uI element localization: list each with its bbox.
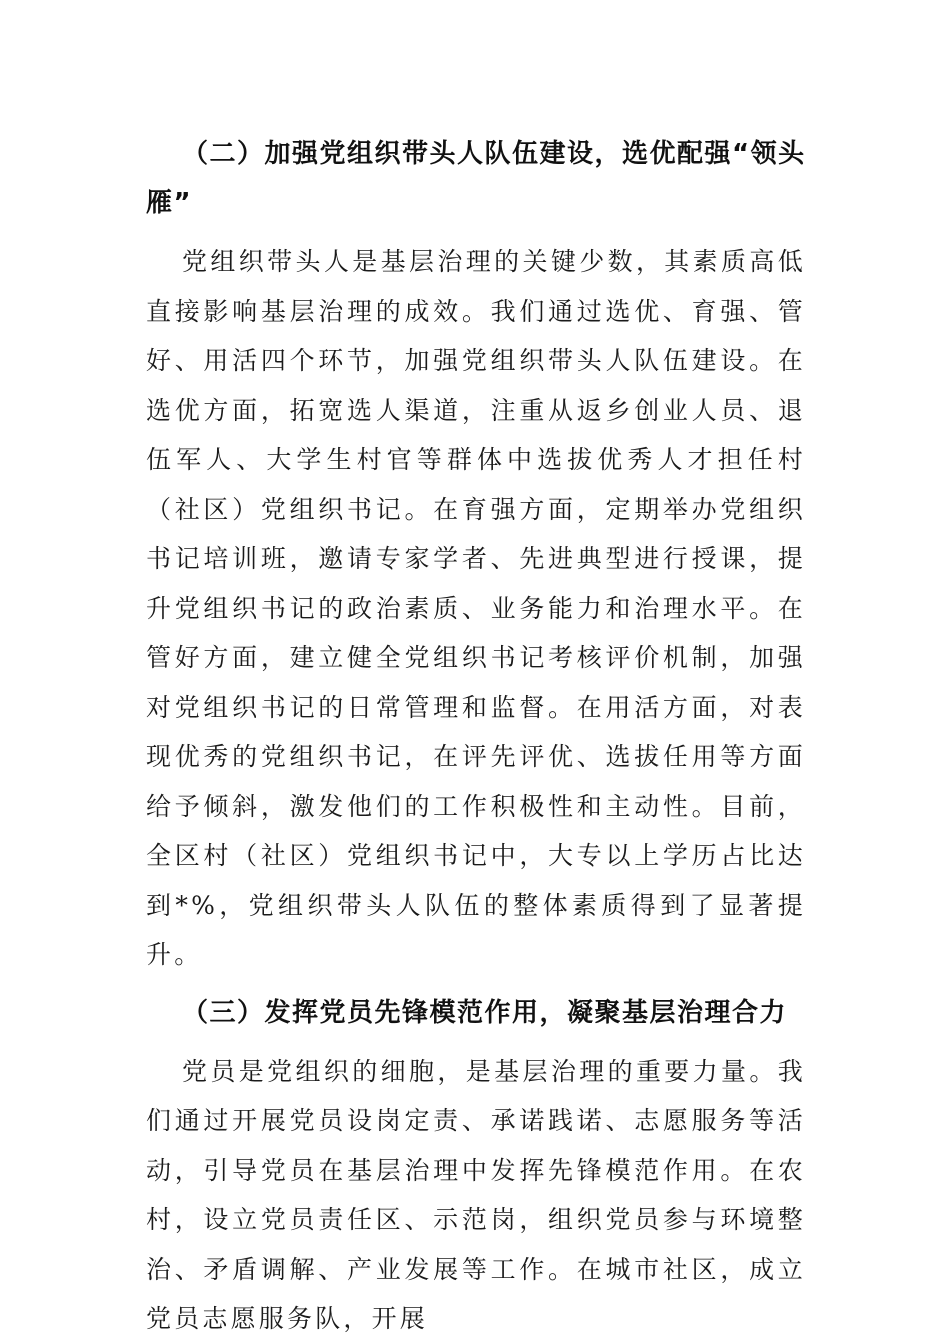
section-paragraph-3: 党员是党组织的细胞，是基层治理的重要力量。我们通过开展党员设岗定责、承诺践诺、志愿服务等活动，引导党员在基层治理中发挥先锋模范作用。在农村，设立党员责任区、示范岗，组织党员参与环境整治、矛盾调解、产业发展等工作。在城市社区，成立党员志愿服务队，开展: [146, 1056, 806, 1333]
section-heading-3: （三）发挥党员先锋模范作用，凝聚基层治理合力: [182, 997, 788, 1028]
section-heading-2: （二）加强党组织带头人队伍建设，选优配强“领头雁”: [146, 139, 806, 218]
document-body: [146, 130, 806, 1344]
section-paragraph-2: 党组织带头人是基层治理的关键少数，其素质高低直接影响基层治理的成效。我们通过选优、育强、管好、用活四个环节，加强党组织带头人队伍建设。在选优方面，拓宽选人渠道，注重从返乡创业人员、退伍军人、大学生村官等群体中选拔优秀人才担任村（社区）党组织书记。在育强方面，定期举办党组织书记培训班，邀请专家学者、先进典型进行授课，提升党组织书记的政治素质、业务能力和治理水平。在管好方面，建立健全党组织书记考核评价机制，加强对党组织书记的日常管理和监督。在用活方面，对表现优秀的党组织书记，在评先评优、选拔任用等方面给予倾斜，激发他们的工作积极性和主动性。目前，全区村（社区）党组织书记中，大专以上学历占比达到*%，党组织带头人队伍的整体素质得到了显著提升。: [146, 247, 806, 969]
